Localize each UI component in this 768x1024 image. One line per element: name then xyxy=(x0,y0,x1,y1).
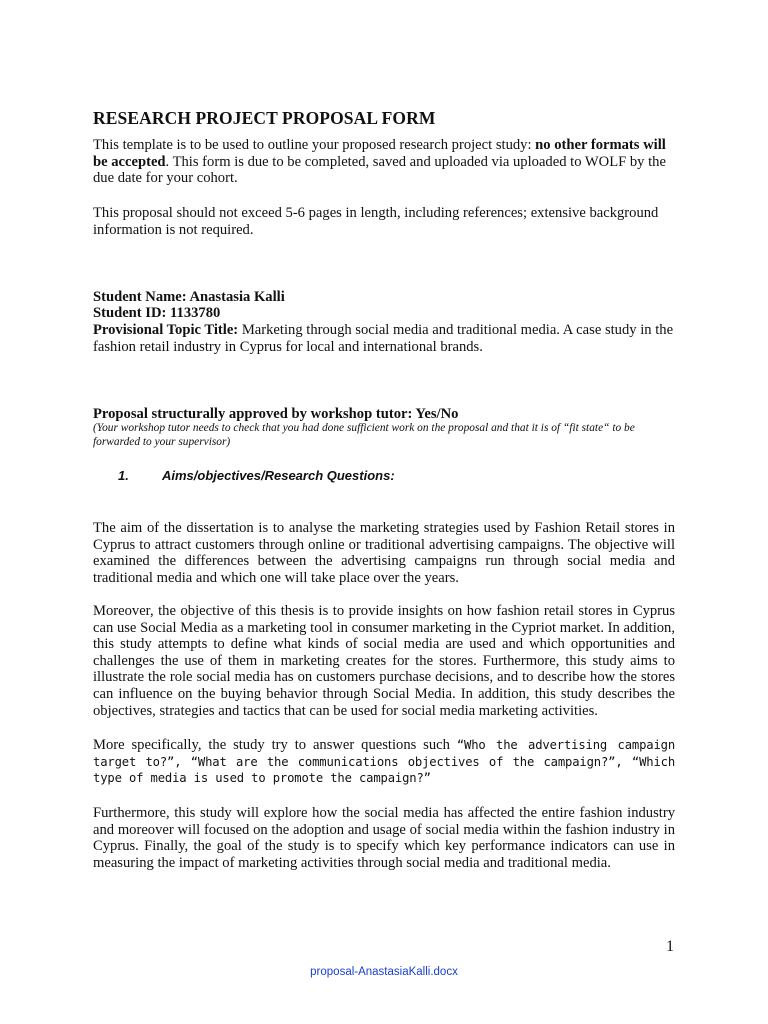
student-id: Student ID: 1133780 xyxy=(93,305,221,321)
intro-emphasis: no other formats will be accepted xyxy=(93,137,666,170)
research-questions-list: “Who the advertising campaign target to?”, “What are the communications objectives of the campaign?”, “Which type of media is used to promote the campaign?” xyxy=(93,738,676,786)
footer-filename: proposal-AnastasiaKalli.docx xyxy=(310,966,458,978)
topic-title-label: Provisional Topic Title: xyxy=(93,322,239,338)
intro-text-start: This template is to be used to outline your proposed research project study: xyxy=(93,137,536,153)
student-name: Student Name: Anastasia Kalli xyxy=(93,289,285,305)
approval-heading: Proposal structurally approved by workshop tutor: Yes/No xyxy=(93,406,459,422)
page-number: 1 xyxy=(666,938,674,955)
topic-title-value: Marketing through social media and traditional media. A case study in the fashion retail industry in Cyprus for local and international brands. xyxy=(93,322,674,355)
research-questions-paragraph xyxy=(93,737,675,787)
objectives-paragraph: Moreover, the objective of this thesis is to provide insights on how fashion retail stores in Cyprus can use Social Media as a marketing tool in consumer marketing in the Cypriot market. In addition, this study attempts to define what kinds of social media are used and which opportunities and challenges the use of them in marketing creates for the stores. Furthermore, this study aims to illustrate the role social media has on customers purchase decisions, and to describe how the stores can influence on the buying behavior through Social Media. In addition, this study describes the objectives, strategies and tactics that can be used for social media marketing activities. xyxy=(93,603,675,719)
topic-title-paragraph xyxy=(93,322,675,355)
section-1-number: 1. xyxy=(118,468,129,483)
exploration-paragraph: Furthermore, this study will explore how the social media has affected the entire fashion industry and moreover will focused on the adoption and usage of social media within the fashion industry in Cyprus. Finally, the goal of the study is to specify which key performance indicators can use in measuring the impact of marketing activities through social media and traditional media. xyxy=(93,805,675,871)
research-questions-lead: More specifically, the study try to answer questions such xyxy=(93,737,457,753)
intro-text-end: . This form is due to be completed, saved and uploaded via uploaded to WOLF by the due date for your cohort. xyxy=(93,153,666,187)
approval-note: (Your workshop tutor needs to check that you had done sufficient work on the proposal and that it is of “fit state“ to be forwarded to your supervisor) xyxy=(93,422,635,448)
intro-paragraph xyxy=(93,137,675,187)
length-note-paragraph: This proposal should not exceed 5-6 pages in length, including references; extensive background information is not required. xyxy=(93,205,659,238)
section-1-heading xyxy=(118,468,395,483)
document-title: RESEARCH PROJECT PROPOSAL FORM xyxy=(93,108,436,128)
aim-paragraph: The aim of the dissertation is to analyse the marketing strategies used by Fashion Retail stores in Cyprus to attract customers through online or traditional advertising campaigns. The objective will examined the differences between the advertising campaigns run through social media and traditional media and which one will take place over the years. xyxy=(93,520,675,586)
section-1-title: Aims/objectives/Research Questions: xyxy=(162,468,395,483)
